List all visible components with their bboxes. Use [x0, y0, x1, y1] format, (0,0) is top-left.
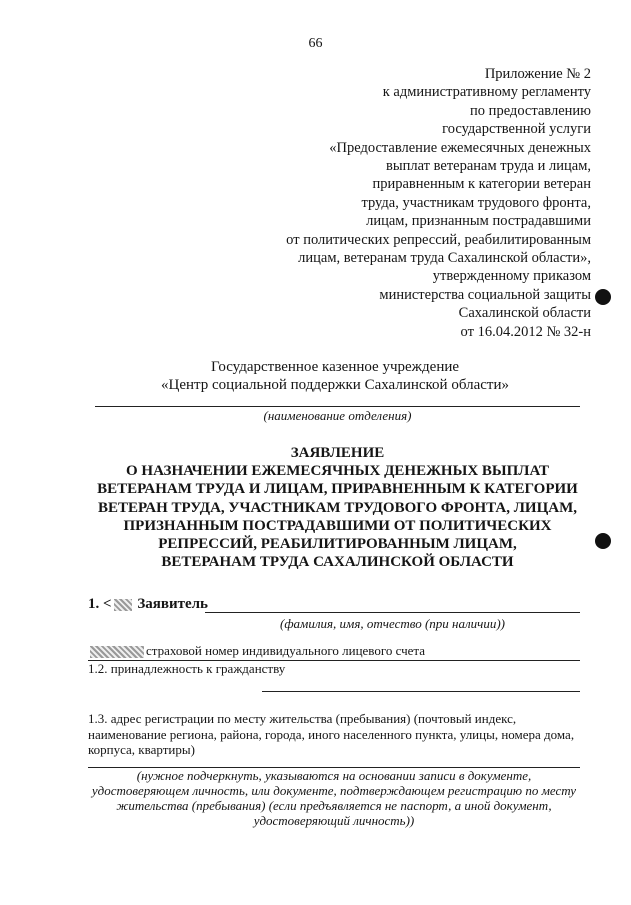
department-field-line[interactable] [95, 406, 580, 407]
appendix-line: к административному регламенту [382, 84, 591, 101]
fio-hint: (фамилия, имя, отчество (при наличии)) [279, 616, 506, 631]
snils-label-row [88, 643, 425, 659]
appendix-line: лицам, ветеранам труда Сахалинской области», [298, 250, 591, 267]
snils-label: страховой номер индивидуального лицевого счета [146, 643, 426, 658]
appendix-line: выплат ветеранам труда и лицам, [386, 158, 591, 175]
title-line: ПРИЗНАННЫМ ПОСТРАДАВШИМИ ОТ ПОЛИТИЧЕСКИХ [123, 517, 552, 534]
appendix-line: министерства социальной защиты [379, 286, 591, 303]
statement-title [80, 444, 595, 571]
appendix-line: по предоставлению [470, 102, 591, 119]
address-label: 1.3. адрес регистрации по месту жительства (пребывания) (почтовый индекс, наименование региона, района, города, иного населенного пункта, улицы, номера дома, корпуса, квартиры) [88, 711, 575, 757]
punch-hole-icon [595, 533, 611, 549]
appendix-line: «Предоставление ежемесячных денежных [329, 139, 591, 156]
appendix-line: приравненным к категории ветеран [372, 176, 591, 193]
scan-artifact-icon [90, 646, 144, 658]
scan-artifact-icon [114, 599, 132, 611]
institution-line: Государственное казенное учреждение [210, 359, 460, 375]
address-hint: (нужное подчеркнуть, указываются на основании записи в документе, удостоверяющем личность, или документе, подтверждающем регистрацию по месту жительства (пребывания) (если предъявляется не паспорт, а иной документ, удостоверяющий личность)) [91, 768, 577, 828]
title-line: ВЕТЕРАН ТРУДА, УЧАСТНИКАМ ТРУДОВОГО ФРОНТА, ЛИЦАМ, [97, 499, 577, 516]
institution-name [95, 358, 575, 394]
appendix-line: Приложение № 2 [484, 66, 591, 82]
title-line: ВЕТЕРАНАМ ТРУДА САХАЛИНСКОЙ ОБЛАСТИ [161, 554, 514, 571]
punch-hole-icon [595, 289, 611, 305]
title-line: ЗАЯВЛЕНИЕ [290, 445, 385, 461]
appendix-header [191, 65, 591, 341]
citizenship-field-line[interactable] [262, 691, 580, 692]
department-hint: (наименование отделения) [263, 408, 412, 423]
appendix-line: от политических репрессий, реабилитированным [286, 231, 591, 248]
applicant-name-line[interactable] [205, 612, 580, 613]
appendix-line: государственной услуги [442, 121, 591, 138]
title-line: РЕПРЕССИЙ, РЕАБИЛИТИРОВАННЫМ ЛИЦАМ, [158, 536, 517, 553]
appendix-line: от 16.04.2012 № 32-н [460, 323, 591, 340]
appendix-line: труда, участникам трудового фронта, [361, 194, 591, 211]
section-label: Заявитель [137, 596, 208, 612]
institution-line: «Центр социальной поддержки Сахалинской области» [161, 377, 509, 393]
appendix-line: Сахалинской области [458, 305, 591, 322]
title-line: ВЕТЕРАНАМ ТРУДА И ЛИЦАМ, ПРИРАВНЕННЫМ К КАТЕГОРИИ [97, 481, 578, 498]
appendix-line: лицам, признанным пострадавшими [366, 213, 591, 230]
section-number: 1. < [88, 596, 112, 612]
appendix-line: утвержденному приказом [432, 268, 591, 285]
section-applicant [88, 596, 208, 613]
citizenship-label: 1.2. принадлежность к гражданству [88, 661, 286, 676]
page-number: 66 [308, 36, 323, 51]
title-line: О НАЗНАЧЕНИИ ЕЖЕМЕСЯЧНЫХ ДЕНЕЖНЫХ ВЫПЛАТ [125, 463, 549, 480]
